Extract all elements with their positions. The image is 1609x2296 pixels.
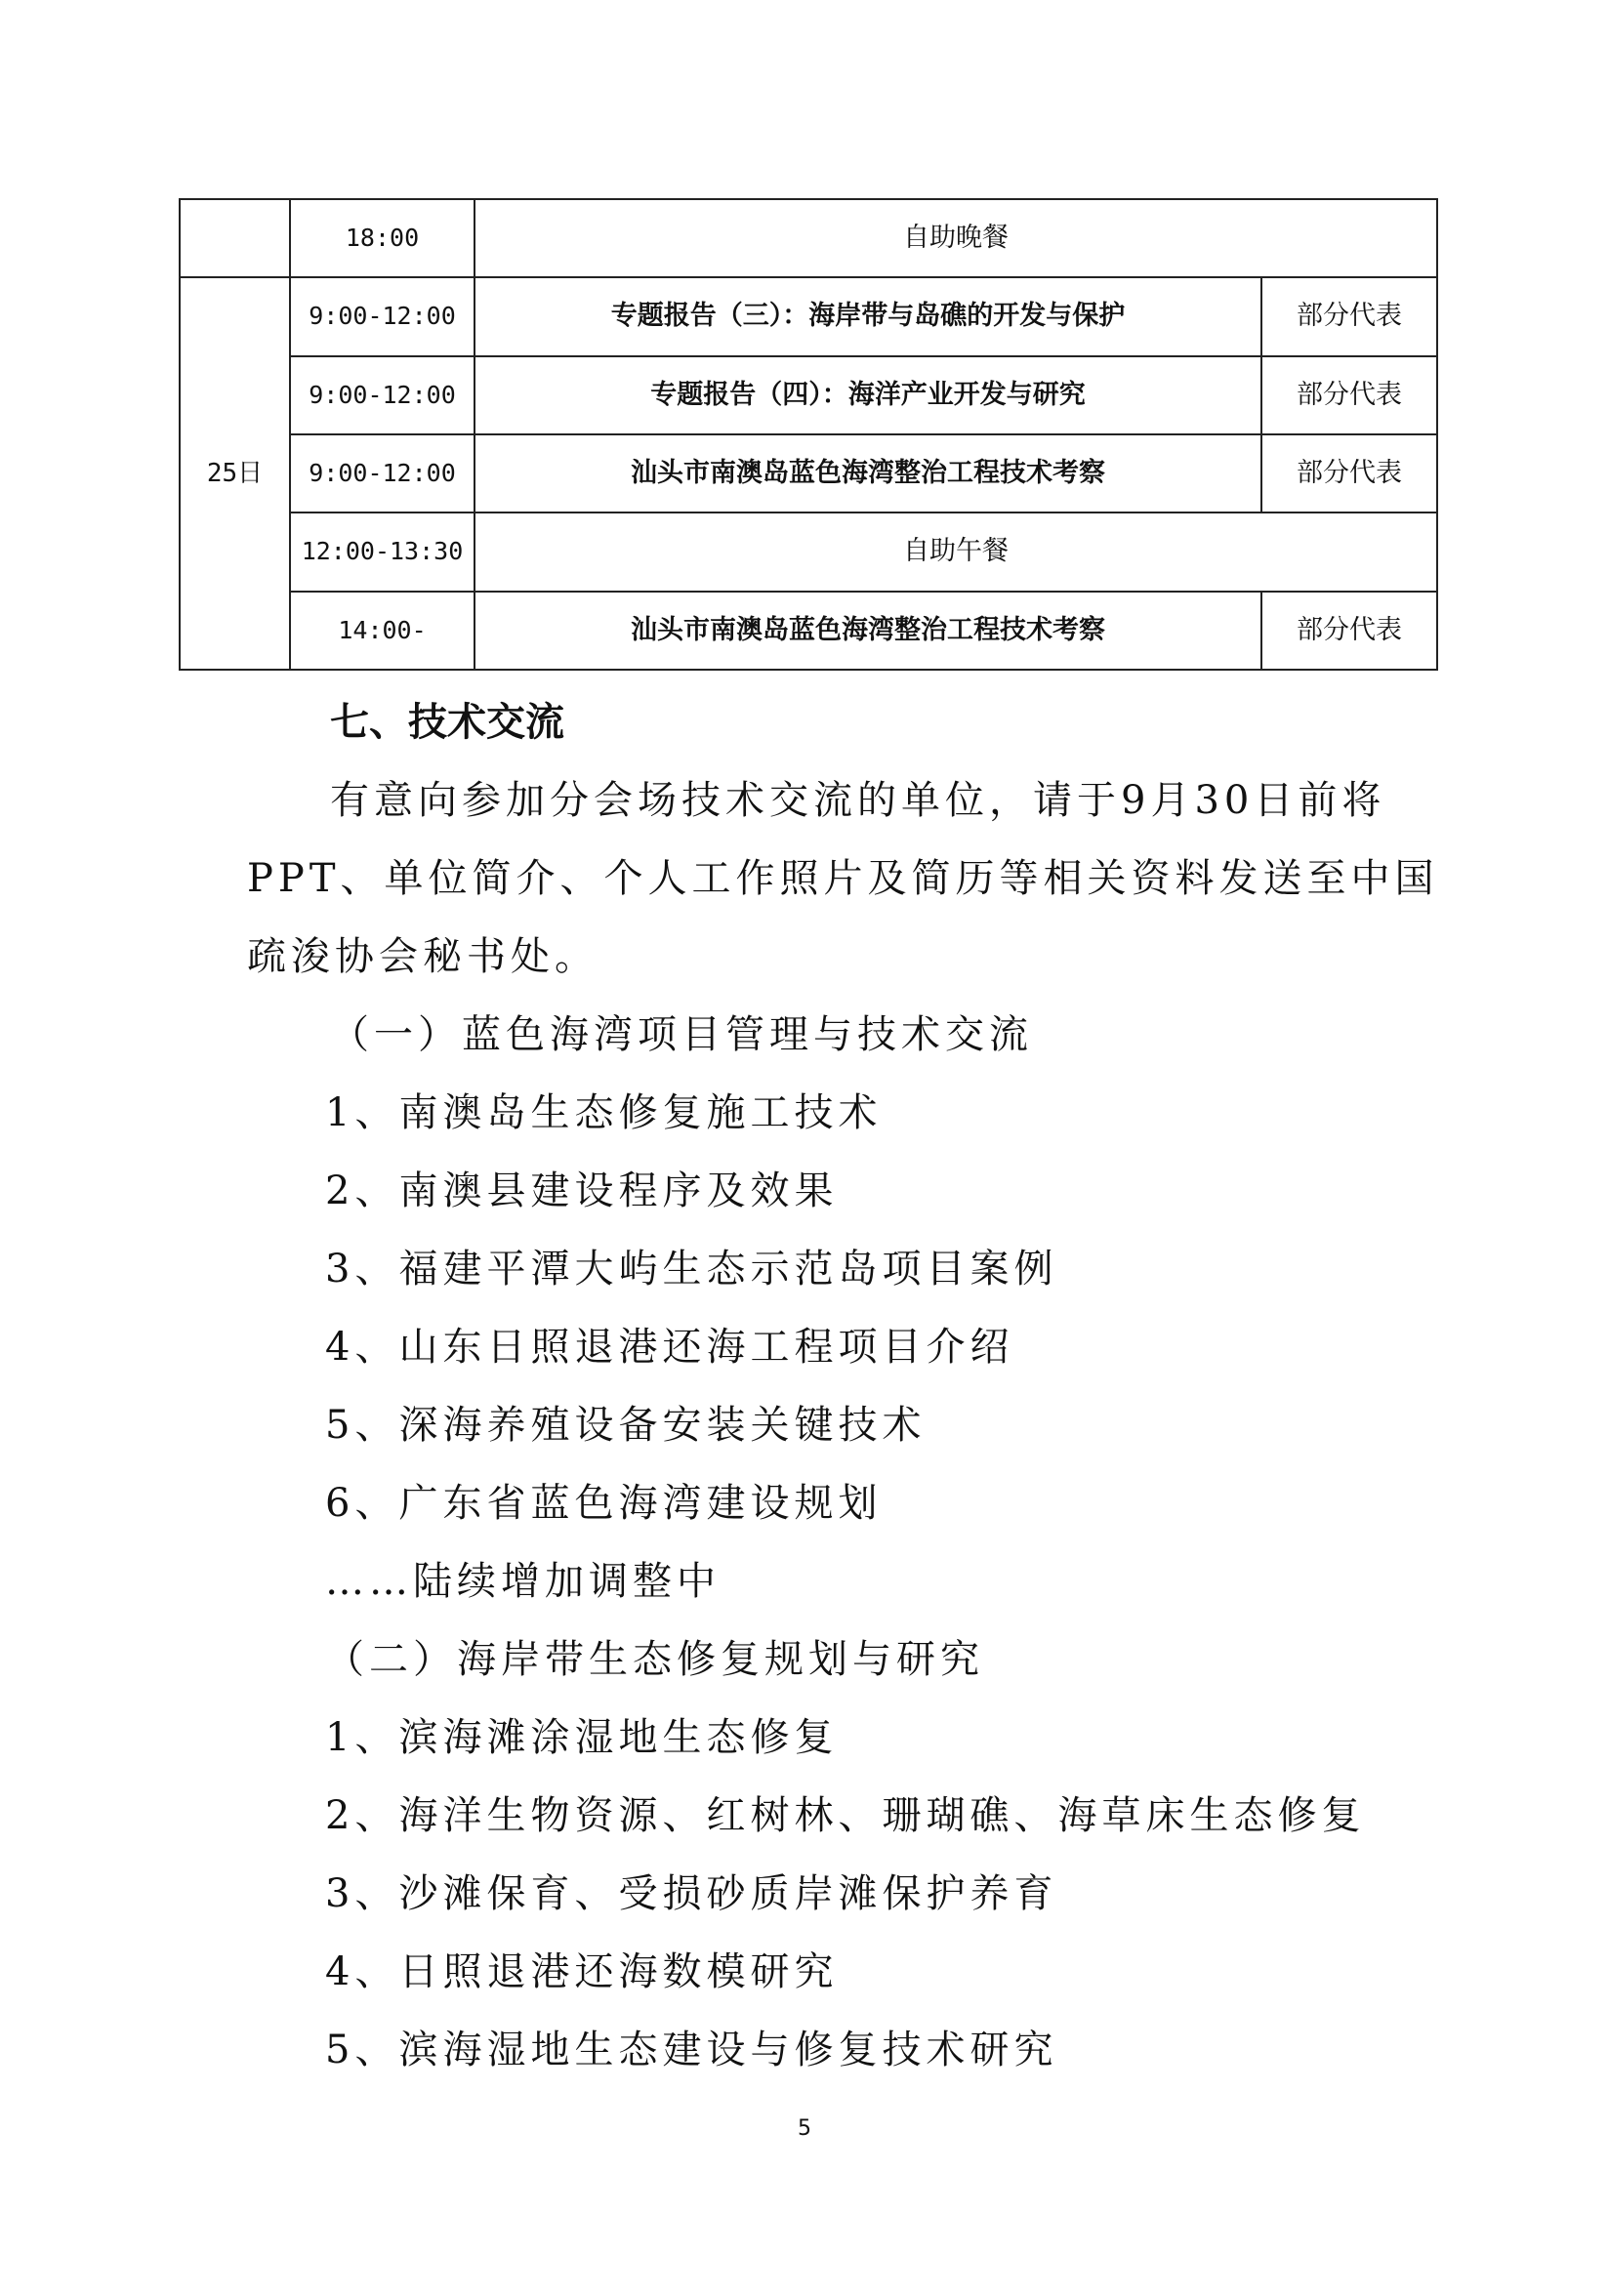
list-item: 3、福建平潭大屿生态示范岛项目案例 <box>325 1247 1058 1292</box>
time-cell: 9:00-12:00 <box>290 434 474 512</box>
table-row <box>180 277 1437 355</box>
page-number: 5 <box>798 2116 811 2141</box>
time-cell: 14:00- <box>290 592 474 670</box>
intro-text: 有意向参加分会场技术交流的单位，请于9月30日前将PPT、单位简介、个人工作照片及简历等相关资料发送至中国疏浚协会秘书处。 <box>247 778 1439 979</box>
list-item: 4、山东日照退港还海工程项目介绍 <box>325 1325 1014 1370</box>
attendees-cell: 部分代表 <box>1261 592 1437 670</box>
table-row <box>180 356 1437 434</box>
attendees-cell: 部分代表 <box>1261 434 1437 512</box>
time-cell: 9:00-12:00 <box>290 356 474 434</box>
time-cell: 9:00-12:00 <box>290 277 474 355</box>
list-item: 5、滨海湿地生态建设与修复技术研究 <box>325 2028 1058 2072</box>
time-cell: 12:00-13:30 <box>290 512 474 591</box>
attendees-cell: 部分代表 <box>1261 277 1437 355</box>
list-item: 5、深海养殖设备安装关键技术 <box>325 1403 927 1448</box>
list-item: 1、南澳岛生态修复施工技术 <box>325 1090 883 1135</box>
schedule-table <box>179 198 1438 671</box>
list-item: 3、沙滩保育、受损砂质岸滩保护养育 <box>325 1871 1058 1916</box>
activity-cell: 汕头市南澳岛蓝色海湾整治工程技术考察 <box>474 592 1261 670</box>
list-item: 2、南澳县建设程序及效果 <box>325 1168 839 1213</box>
list-item: 2、海洋生物资源、红树林、珊瑚礁、海草床生态修复 <box>325 1793 1366 1838</box>
table-row <box>180 512 1437 591</box>
time-cell: 18:00 <box>290 199 474 277</box>
activity-cell: 自助午餐 <box>474 512 1437 591</box>
table-row <box>180 199 1437 277</box>
activity-cell: 汕头市南澳岛蓝色海湾整治工程技术考察 <box>474 434 1261 512</box>
intro-paragraph <box>247 761 1467 996</box>
group-title: （一）蓝色海湾项目管理与技术交流 <box>330 1012 1033 1057</box>
day-cell-empty <box>180 199 290 277</box>
list-item: ……陆续增加调整中 <box>325 1559 721 1604</box>
list-item: 6、广东省蓝色海湾建设规划 <box>325 1481 883 1526</box>
activity-cell: 自助晚餐 <box>474 199 1437 277</box>
day-cell: 25日 <box>180 277 290 670</box>
attendees-cell: 部分代表 <box>1261 356 1437 434</box>
list-item: 4、日照退港还海数模研究 <box>325 1949 839 1994</box>
activity-cell: 专题报告（四）：海洋产业开发与研究 <box>474 356 1261 434</box>
section-body <box>247 683 1467 2089</box>
section-heading: 七、技术交流 <box>330 700 564 745</box>
list-item: 1、滨海滩涂湿地生态修复 <box>325 1715 839 1760</box>
table-row <box>180 592 1437 670</box>
table-row <box>180 434 1437 512</box>
activity-cell: 专题报告（三）：海岸带与岛礁的开发与保护 <box>474 277 1261 355</box>
group-title: （二）海岸带生态修复规划与研究 <box>325 1637 984 1682</box>
